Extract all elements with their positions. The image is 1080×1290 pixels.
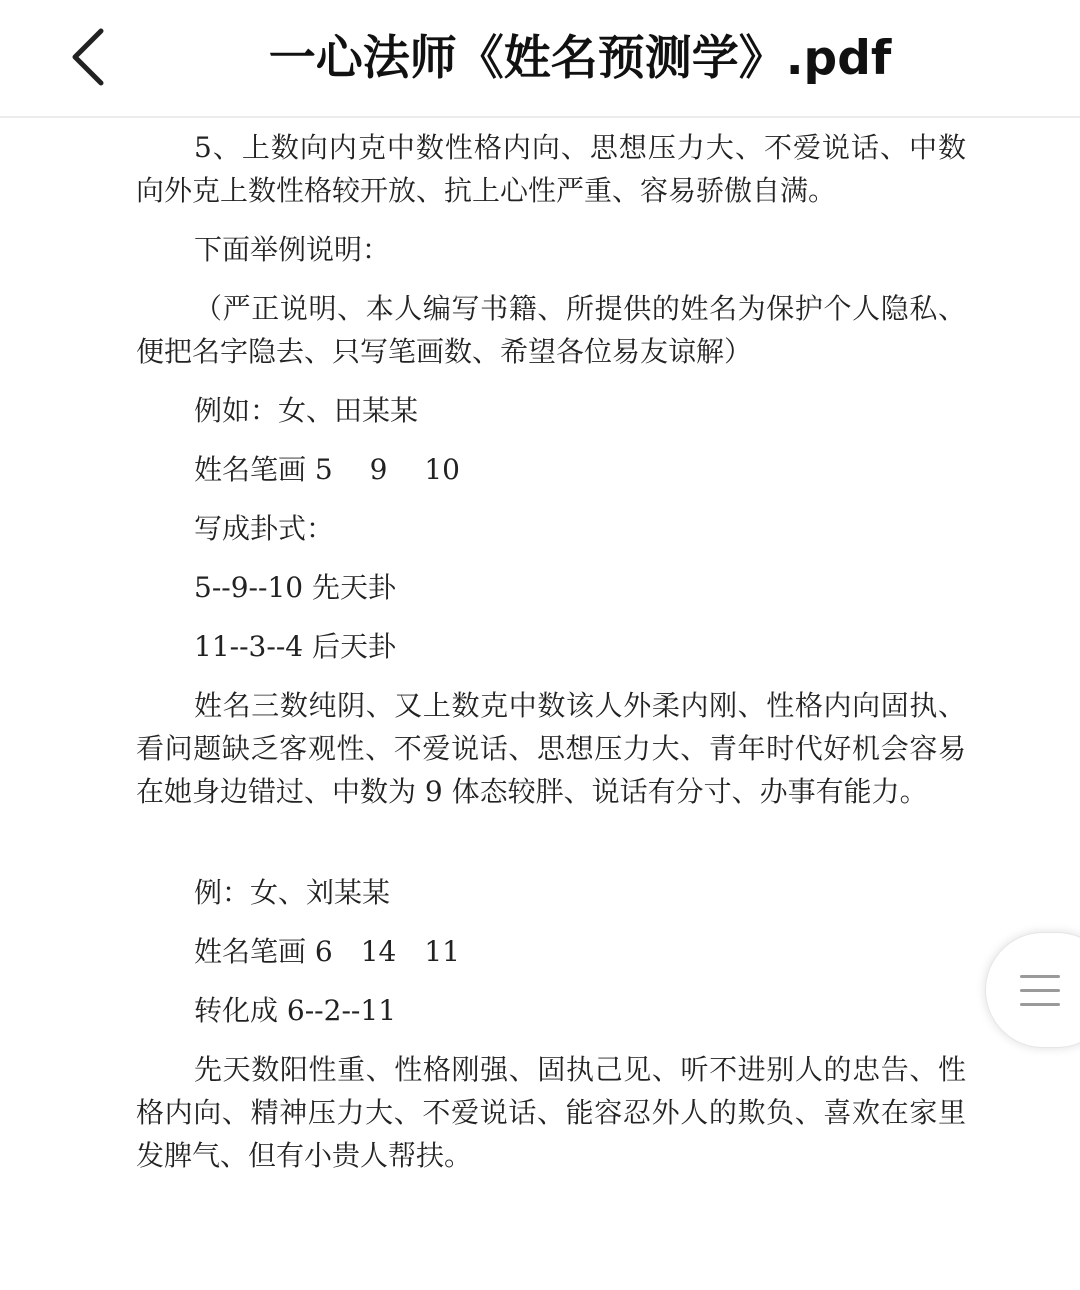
menu-icon xyxy=(1020,971,1060,1011)
floating-menu-button[interactable] xyxy=(985,932,1080,1048)
example-1-strokes: 姓名笔画 5 9 10 xyxy=(194,453,460,486)
page-title: 一心法师《姓名预测学》.pdf xyxy=(268,31,892,86)
intro-line: 下面举例说明： xyxy=(194,233,391,266)
back-button[interactable] xyxy=(52,22,122,92)
example-1-xiantian: 5--9--10 先天卦 xyxy=(194,571,397,604)
pdf-page-content xyxy=(136,126,966,1177)
disclaimer-paragraph: （严正说明、本人编写书籍、所提供的姓名为保护个人隐私、便把名字隐去、只写笔画数、希望各位易友谅解） xyxy=(136,292,966,368)
example-1-title: 例如：女、田某某 xyxy=(194,394,419,427)
paragraph-1: 5、上数向内克中数性格内向、思想压力大、不爱说话、中数向外克上数性格较开放、抗上心性严重、容易骄傲自满。 xyxy=(136,131,966,207)
example-1-houtian: 11--3--4 后天卦 xyxy=(194,630,397,663)
example-2-analysis: 先天数阳性重、性格刚强、固执己见、听不进别人的忠告、性格内向、精神压力大、不爱说话、能容忍外人的欺负、喜欢在家里发脾气、但有小贵人帮扶。 xyxy=(136,1053,966,1172)
top-bar xyxy=(0,0,1080,118)
chevron-left-icon xyxy=(67,25,107,89)
example-2-conversion: 转化成 6--2--11 xyxy=(194,994,397,1027)
example-1-analysis: 姓名三数纯阴、又上数克中数该人外柔内刚、性格内向固执、看问题缺乏客观性、不爱说话、思想压力大、青年时代好机会容易在她身边错过、中数为 9 体态较胖、说话有分寸、办事有能力。 xyxy=(136,689,966,808)
example-2-strokes: 姓名笔画 6 14 11 xyxy=(194,935,460,968)
example-1-format-label: 写成卦式： xyxy=(194,512,335,545)
example-2-title: 例：女、刘某某 xyxy=(194,876,391,909)
